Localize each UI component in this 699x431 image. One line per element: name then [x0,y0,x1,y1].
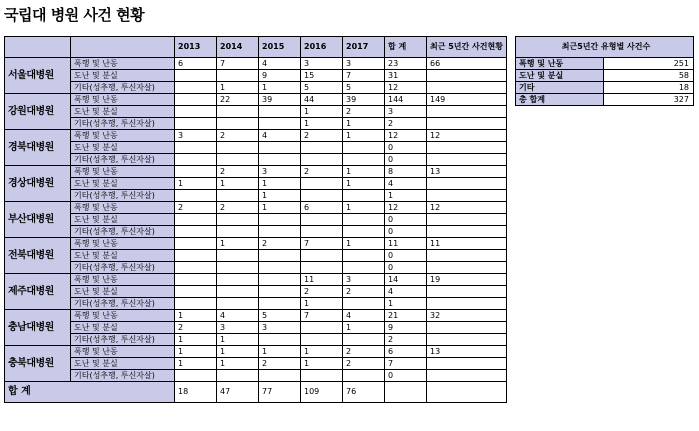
year-count-cell [259,286,301,298]
summary-header: 최근5년간 유형별 사건수 [516,37,694,58]
recent-total-cell [427,250,507,262]
category-label: 폭행 및 난동 [71,94,175,106]
year-count-cell: 7 [217,58,259,70]
year-count-cell [175,298,217,310]
recent-total-cell: 32 [427,310,507,322]
recent-total-cell [427,190,507,202]
year-count-cell [175,94,217,106]
category-label: 기타(성추행, 투신자살) [71,370,175,382]
year-count-cell: 11 [301,274,343,286]
year-count-cell: 39 [343,94,385,106]
category-label: 도난 및 분실 [71,178,175,190]
grand-total-cell: 18 [175,382,217,403]
table-row [5,346,507,358]
hospital-name: 부산대병원 [5,202,71,238]
row-total-cell: 9 [385,322,427,334]
year-count-cell [217,226,259,238]
year-count-cell: 7 [343,70,385,82]
year-count-cell: 1 [175,334,217,346]
category-label: 폭행 및 난동 [71,202,175,214]
year-count-cell: 2 [343,358,385,370]
table-row [5,250,507,262]
recent-total-cell: 19 [427,274,507,286]
year-count-cell: 1 [343,238,385,250]
year-count-cell: 2 [259,238,301,250]
year-count-cell [175,166,217,178]
year-count-cell [217,274,259,286]
table-row [5,226,507,238]
category-label: 도난 및 분실 [71,142,175,154]
year-count-cell: 1 [259,82,301,94]
summary-table [515,36,694,106]
header-row [5,37,507,58]
year-count-cell: 6 [301,202,343,214]
row-total-cell: 144 [385,94,427,106]
year-count-cell: 1 [343,118,385,130]
table-row [5,82,507,94]
grand-total-cell: 76 [343,382,385,403]
recent-total-cell [427,142,507,154]
year-count-cell [301,190,343,202]
year-count-cell [175,106,217,118]
year-count-cell [175,286,217,298]
row-total-cell: 0 [385,370,427,382]
row-total-cell: 23 [385,58,427,70]
table-row [5,142,507,154]
year-count-cell [175,82,217,94]
row-total-cell: 12 [385,130,427,142]
year-count-cell: 2 [217,166,259,178]
recent-total-cell [427,286,507,298]
year-count-cell: 5 [301,82,343,94]
hospital-name: 충북대병원 [5,346,71,382]
hospital-name: 경상대병원 [5,166,71,202]
year-count-cell: 39 [259,94,301,106]
year-count-cell [301,250,343,262]
row-total-cell: 4 [385,178,427,190]
year-count-cell: 1 [301,358,343,370]
page-title: 국립대 병원 사건 현황 [4,6,145,24]
year-count-cell: 1 [301,298,343,310]
row-total-cell: 8 [385,166,427,178]
year-count-cell: 1 [175,358,217,370]
table-row [5,286,507,298]
table-row [5,274,507,286]
year-count-cell [301,262,343,274]
category-label: 기타(성추행, 투신자살) [71,118,175,130]
year-count-cell: 2 [175,322,217,334]
table-row [5,358,507,370]
header-year: 2014 [217,37,259,58]
grand-total-cell [427,382,507,403]
year-count-cell [259,226,301,238]
year-count-cell [343,142,385,154]
hospital-name: 경북대병원 [5,130,71,166]
year-count-cell: 1 [175,346,217,358]
summary-row [516,58,694,70]
row-total-cell: 12 [385,82,427,94]
row-total-cell: 3 [385,106,427,118]
row-total-cell: 11 [385,238,427,250]
year-count-cell: 3 [217,322,259,334]
year-count-cell: 1 [175,310,217,322]
year-count-cell: 1 [259,178,301,190]
row-total-cell: 7 [385,358,427,370]
recent-total-cell [427,322,507,334]
category-label: 도난 및 분실 [71,358,175,370]
year-count-cell [343,226,385,238]
year-count-cell: 1 [301,346,343,358]
year-count-cell: 2 [217,202,259,214]
year-count-cell [343,334,385,346]
header-total: 합 계 [385,37,427,58]
category-label: 도난 및 분실 [71,70,175,82]
row-total-cell: 0 [385,154,427,166]
row-total-cell: 1 [385,298,427,310]
year-count-cell: 3 [343,274,385,286]
category-label: 폭행 및 난동 [71,274,175,286]
year-count-cell [217,298,259,310]
year-count-cell: 1 [217,178,259,190]
row-total-cell: 21 [385,310,427,322]
summary-label: 총 합계 [516,94,604,106]
year-count-cell: 2 [301,166,343,178]
category-label: 도난 및 분실 [71,250,175,262]
row-total-cell: 0 [385,142,427,154]
year-count-cell: 15 [301,70,343,82]
year-count-cell [259,106,301,118]
recent-total-cell [427,262,507,274]
category-label: 폭행 및 난동 [71,58,175,70]
summary-label: 폭행 및 난동 [516,58,604,70]
year-count-cell [217,118,259,130]
year-count-cell: 2 [343,346,385,358]
table-row [5,70,507,82]
year-count-cell: 4 [259,130,301,142]
summary-label: 도난 및 분실 [516,70,604,82]
recent-total-cell: 12 [427,130,507,142]
summary-row [516,82,694,94]
summary-value: 58 [604,70,694,82]
year-count-cell: 2 [343,286,385,298]
grand-total-row [5,382,507,403]
grand-total-cell [385,382,427,403]
summary-row [516,70,694,82]
year-count-cell: 22 [217,94,259,106]
year-count-cell [175,250,217,262]
table-row [5,238,507,250]
category-label: 도난 및 분실 [71,106,175,118]
year-count-cell [175,118,217,130]
year-count-cell: 1 [259,202,301,214]
year-count-cell: 4 [259,58,301,70]
grand-total-cell: 77 [259,382,301,403]
recent-total-cell [427,70,507,82]
year-count-cell: 1 [343,178,385,190]
category-label: 도난 및 분실 [71,322,175,334]
year-count-cell: 4 [343,310,385,322]
category-label: 도난 및 분실 [71,214,175,226]
table-row [5,118,507,130]
year-count-cell: 2 [301,130,343,142]
year-count-cell [301,154,343,166]
year-count-cell [301,322,343,334]
row-total-cell: 0 [385,214,427,226]
recent-total-cell [427,154,507,166]
header-year: 2017 [343,37,385,58]
grand-total-cell: 109 [301,382,343,403]
summary-value: 251 [604,58,694,70]
year-count-cell [259,274,301,286]
year-count-cell [259,262,301,274]
hospital-name: 서울대병원 [5,58,71,94]
year-count-cell [301,370,343,382]
row-total-cell: 2 [385,118,427,130]
category-label: 폭행 및 난동 [71,346,175,358]
table-row [5,334,507,346]
year-count-cell [217,70,259,82]
year-count-cell [259,118,301,130]
year-count-cell [259,370,301,382]
year-count-cell [217,250,259,262]
category-label: 폭행 및 난동 [71,130,175,142]
recent-total-cell: 13 [427,166,507,178]
recent-total-cell: 149 [427,94,507,106]
row-total-cell: 1 [385,190,427,202]
row-total-cell: 2 [385,334,427,346]
year-count-cell [343,154,385,166]
year-count-cell: 2 [259,358,301,370]
table-row [5,58,507,70]
year-count-cell: 3 [259,322,301,334]
row-total-cell: 6 [385,346,427,358]
recent-total-cell [427,358,507,370]
recent-total-cell: 12 [427,202,507,214]
year-count-cell: 1 [217,346,259,358]
year-count-cell [175,262,217,274]
year-count-cell: 9 [259,70,301,82]
category-label: 폭행 및 난동 [71,310,175,322]
row-total-cell: 4 [385,286,427,298]
year-count-cell: 2 [343,106,385,118]
year-count-cell [217,286,259,298]
year-count-cell [175,274,217,286]
year-count-cell [217,214,259,226]
header-recent: 최근 5년간 사건현황 [427,37,507,58]
year-count-cell: 1 [343,166,385,178]
year-count-cell: 1 [343,130,385,142]
year-count-cell: 3 [175,130,217,142]
category-label: 기타(성추행, 투신자살) [71,82,175,94]
year-count-cell [259,334,301,346]
summary-row [516,94,694,106]
year-count-cell: 44 [301,94,343,106]
year-count-cell [217,142,259,154]
recent-total-cell [427,82,507,94]
year-count-cell: 1 [175,178,217,190]
recent-total-cell: 66 [427,58,507,70]
table-row [5,262,507,274]
year-count-cell [343,214,385,226]
year-count-cell [301,178,343,190]
year-count-cell [175,370,217,382]
year-count-cell: 7 [301,310,343,322]
year-count-cell: 1 [301,106,343,118]
year-count-cell [259,250,301,262]
recent-total-cell [427,334,507,346]
year-count-cell [175,70,217,82]
table-row [5,370,507,382]
row-total-cell: 0 [385,262,427,274]
year-count-cell [343,298,385,310]
table-row [5,214,507,226]
table-row [5,166,507,178]
table-row [5,202,507,214]
year-count-cell [259,142,301,154]
category-label: 기타(성추행, 투신자살) [71,262,175,274]
year-count-cell [217,370,259,382]
summary-header-row [516,37,694,58]
year-count-cell: 2 [217,130,259,142]
year-count-cell [217,262,259,274]
summary-value: 327 [604,94,694,106]
hospital-name: 강원대병원 [5,94,71,130]
recent-total-cell: 13 [427,346,507,358]
year-count-cell: 3 [343,58,385,70]
table-row [5,178,507,190]
year-count-cell [217,106,259,118]
header-blank [71,37,175,58]
table-row [5,310,507,322]
recent-total-cell [427,226,507,238]
year-count-cell: 7 [301,238,343,250]
header-year: 2015 [259,37,301,58]
table-row [5,154,507,166]
year-count-cell: 1 [217,238,259,250]
year-count-cell [175,142,217,154]
year-count-cell: 1 [259,346,301,358]
category-label: 폭행 및 난동 [71,166,175,178]
year-count-cell [259,154,301,166]
year-count-cell: 2 [175,202,217,214]
grand-total-cell: 47 [217,382,259,403]
recent-total-cell [427,118,507,130]
summary-label: 기타 [516,82,604,94]
table-row [5,190,507,202]
year-count-cell: 1 [217,334,259,346]
table-row [5,322,507,334]
year-count-cell: 1 [343,322,385,334]
category-label: 기타(성추행, 투신자살) [71,154,175,166]
year-count-cell: 1 [217,82,259,94]
year-count-cell: 5 [343,82,385,94]
category-label: 폭행 및 난동 [71,238,175,250]
recent-total-cell [427,370,507,382]
year-count-cell: 1 [217,358,259,370]
year-count-cell: 6 [175,58,217,70]
hospital-name: 전북대병원 [5,238,71,274]
row-total-cell: 14 [385,274,427,286]
category-label: 기타(성추행, 투신자살) [71,298,175,310]
category-label: 기타(성추행, 투신자살) [71,190,175,202]
year-count-cell [301,334,343,346]
table-row [5,298,507,310]
row-total-cell: 0 [385,250,427,262]
recent-total-cell [427,178,507,190]
year-count-cell: 3 [301,58,343,70]
year-count-cell: 4 [217,310,259,322]
year-count-cell [343,262,385,274]
year-count-cell: 1 [259,190,301,202]
table-row [5,106,507,118]
year-count-cell: 2 [301,286,343,298]
category-label: 기타(성추행, 투신자살) [71,226,175,238]
year-count-cell [301,226,343,238]
year-count-cell [175,190,217,202]
hospital-name: 충남대병원 [5,310,71,346]
year-count-cell [175,238,217,250]
row-total-cell: 31 [385,70,427,82]
row-total-cell: 12 [385,202,427,214]
category-label: 기타(성추행, 투신자살) [71,334,175,346]
year-count-cell [175,214,217,226]
recent-total-cell [427,214,507,226]
year-count-cell: 5 [259,310,301,322]
year-count-cell [259,298,301,310]
recent-total-cell [427,298,507,310]
year-count-cell: 1 [301,118,343,130]
row-total-cell: 0 [385,226,427,238]
hospital-name: 제주대병원 [5,274,71,310]
year-count-cell [301,214,343,226]
header-blank [5,37,71,58]
header-year: 2016 [301,37,343,58]
recent-total-cell: 11 [427,238,507,250]
summary-value: 18 [604,82,694,94]
year-count-cell [175,154,217,166]
year-count-cell [301,142,343,154]
recent-total-cell [427,106,507,118]
year-count-cell: 3 [259,166,301,178]
category-label: 도난 및 분실 [71,286,175,298]
year-count-cell [343,250,385,262]
year-count-cell: 1 [343,202,385,214]
year-count-cell [217,190,259,202]
year-count-cell [175,226,217,238]
year-count-cell [259,214,301,226]
year-count-cell [343,190,385,202]
header-year: 2013 [175,37,217,58]
grand-total-label: 합 계 [5,382,175,403]
year-count-cell [217,154,259,166]
incident-table [4,36,507,403]
table-row [5,130,507,142]
year-count-cell [343,370,385,382]
table-row [5,94,507,106]
